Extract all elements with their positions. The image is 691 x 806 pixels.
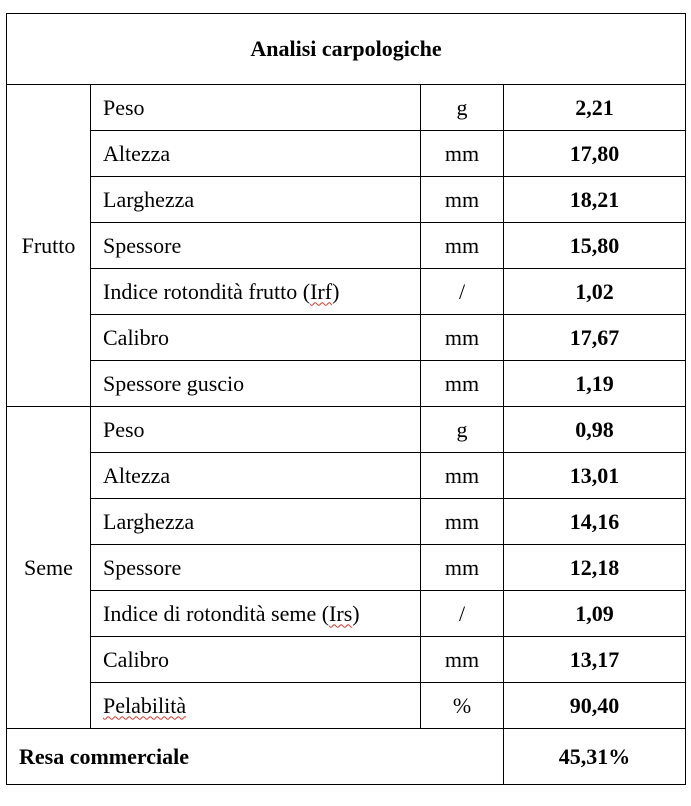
row-value: 1,02 <box>504 269 686 315</box>
table-row <box>7 85 686 131</box>
row-value: 1,19 <box>504 361 686 407</box>
row-label: Larghezza <box>91 499 421 545</box>
table-row <box>7 315 686 361</box>
row-label: Larghezza <box>91 177 421 223</box>
table-row <box>7 131 686 177</box>
row-unit: / <box>421 591 504 637</box>
table-row <box>7 223 686 269</box>
row-label: Altezza <box>91 131 421 177</box>
row-label: Spessore guscio <box>91 361 421 407</box>
row-value: 13,01 <box>504 453 686 499</box>
table-row <box>7 683 686 729</box>
spellcheck-marked-word: Pelabilità <box>103 692 187 718</box>
footer-label: Resa commerciale <box>7 729 504 785</box>
table-row <box>7 177 686 223</box>
table-title: Analisi carpologiche <box>7 14 686 85</box>
table-row <box>7 591 686 637</box>
row-unit: mm <box>421 361 504 407</box>
table-row <box>7 453 686 499</box>
row-value: 1,09 <box>504 591 686 637</box>
row-unit: mm <box>421 453 504 499</box>
row-value: 18,21 <box>504 177 686 223</box>
row-label <box>91 269 421 315</box>
row-value: 12,18 <box>504 545 686 591</box>
row-unit: mm <box>421 223 504 269</box>
row-unit: g <box>421 407 504 453</box>
row-unit: mm <box>421 499 504 545</box>
row-label: Spessore <box>91 223 421 269</box>
table-row <box>7 545 686 591</box>
row-unit: mm <box>421 315 504 361</box>
row-unit: g <box>421 85 504 131</box>
group-label-frutto: Frutto <box>7 85 91 407</box>
row-label: Calibro <box>91 315 421 361</box>
row-label <box>91 683 421 729</box>
row-label-prefix: Indice di rotondità seme ( <box>103 600 330 626</box>
row-label: Peso <box>91 85 421 131</box>
table-row <box>7 407 686 453</box>
row-label-suffix: ) <box>332 278 340 304</box>
row-value: 17,80 <box>504 131 686 177</box>
row-label: Altezza <box>91 453 421 499</box>
row-value: 13,17 <box>504 637 686 683</box>
row-label: Calibro <box>91 637 421 683</box>
row-value: 17,67 <box>504 315 686 361</box>
table-row <box>7 637 686 683</box>
row-value: 15,80 <box>504 223 686 269</box>
row-unit: / <box>421 269 504 315</box>
spellcheck-marked-word: Irf <box>310 278 333 304</box>
carpological-analysis-table <box>6 13 686 785</box>
row-label: Spessore <box>91 545 421 591</box>
table-row <box>7 269 686 315</box>
row-label: Peso <box>91 407 421 453</box>
row-value: 0,98 <box>504 407 686 453</box>
row-value: 14,16 <box>504 499 686 545</box>
row-label-suffix: ) <box>352 600 360 626</box>
table-row <box>7 499 686 545</box>
row-unit: % <box>421 683 504 729</box>
row-unit: mm <box>421 545 504 591</box>
spellcheck-marked-word: Irs <box>329 600 353 626</box>
footer-value: 45,31% <box>504 729 686 785</box>
row-unit: mm <box>421 637 504 683</box>
table-title-row <box>7 14 686 85</box>
row-unit: mm <box>421 177 504 223</box>
group-label-seme: Seme <box>7 407 91 729</box>
row-label-prefix: Indice rotondità frutto ( <box>103 278 311 304</box>
row-value: 90,40 <box>504 683 686 729</box>
table-footer-row <box>7 729 686 785</box>
table-row <box>7 361 686 407</box>
row-value: 2,21 <box>504 85 686 131</box>
row-label <box>91 591 421 637</box>
row-unit: mm <box>421 131 504 177</box>
